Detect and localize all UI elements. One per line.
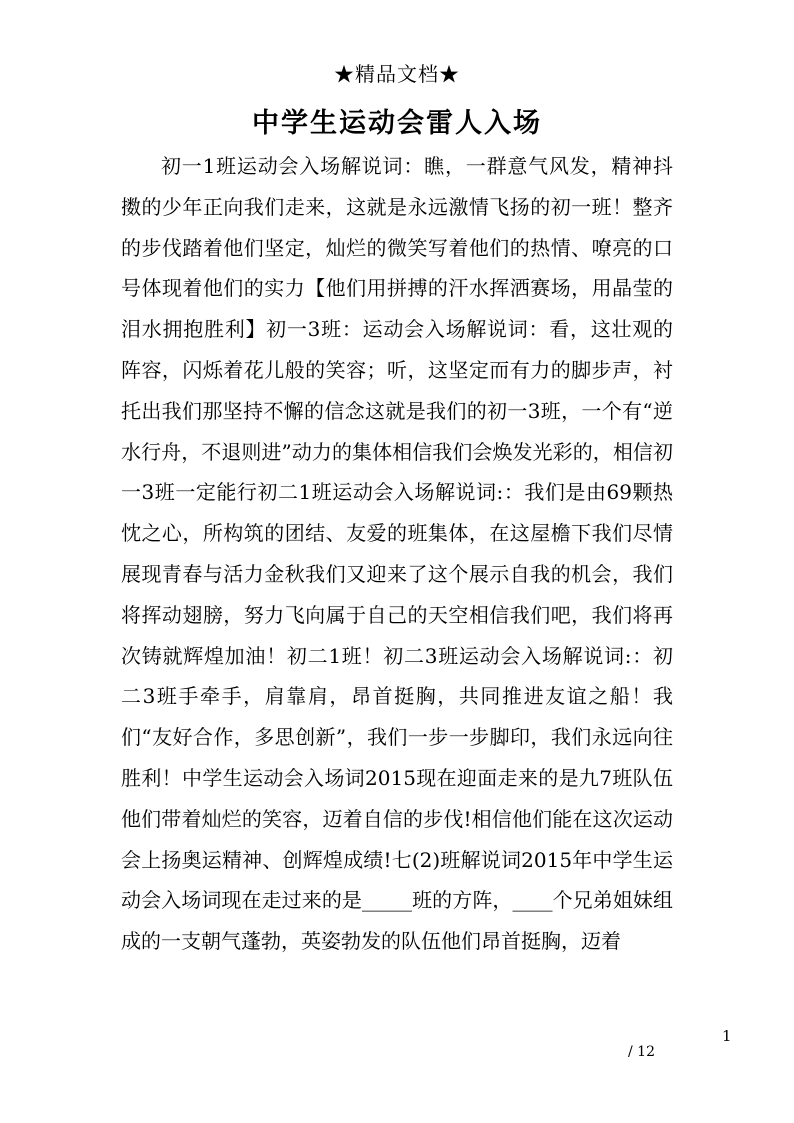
- corner-page-number: 1: [722, 1027, 732, 1045]
- body-paragraph: 初一1班运动会入场解说词：瞧，一群意气风发，精神抖擞的少年正向我们走来，这就是永远激情飞扬的初一班！整齐的步伐踏着他们坚定，灿烂的微笑写着他们的热情、嘹亮的口号体现着他们的实力【他们用拼搏的汗水挥洒赛场，用晶莹的泪水拥抱胜利】初一3班：运动会入场解说词：看，这壮观的阵容，闪烁着花儿般的笑容；听，这坚定而有力的脚步声，衬托出我们那坚持不懈的信念这就是我们的初一3班，一个有“逆水行舟，不退则进”动力的集体相信我们会焕发光彩的，相信初一3班一定能行初二1班运动会入场解说词:：我们是由69颗热忱之心，所构筑的团结、友爱的班集体，在这屋檐下我们尽情展现青春与活力金秋我们又迎来了这个展示自我的机会，我们将挥动翅膀，努力飞向属于自己的天空相信我们吧，我们将再次铸就辉煌加油！初二1班！初二3班运动会入场解说词:：初二3班手牵手，肩靠肩，昂首挺胸，共同推进友谊之船！我们“友好合作，多思创新”，我们一步一步脚印，我们永远向往胜利！中学生运动会入场词2015现在迎面走来的是九7班队伍他们带着灿烂的笑容，迈着自信的步伐!相信他们能在这次运动会上扬奥运精神、创辉煌成绩!七(2)班解说词2015年中学生运动会入场词现在走过来的是_____班的方阵，____个兄弟姐妹组成的一支朝气蓬勃，英姿勃发的队伍他们昂首挺胸，迈着: [121, 154, 673, 954]
- document-header: ★精品文档★: [334, 62, 460, 86]
- page-count: / 12: [628, 1044, 655, 1060]
- document-title: 中学生运动会雷人入场: [252, 108, 542, 139]
- document-body: [121, 146, 673, 962]
